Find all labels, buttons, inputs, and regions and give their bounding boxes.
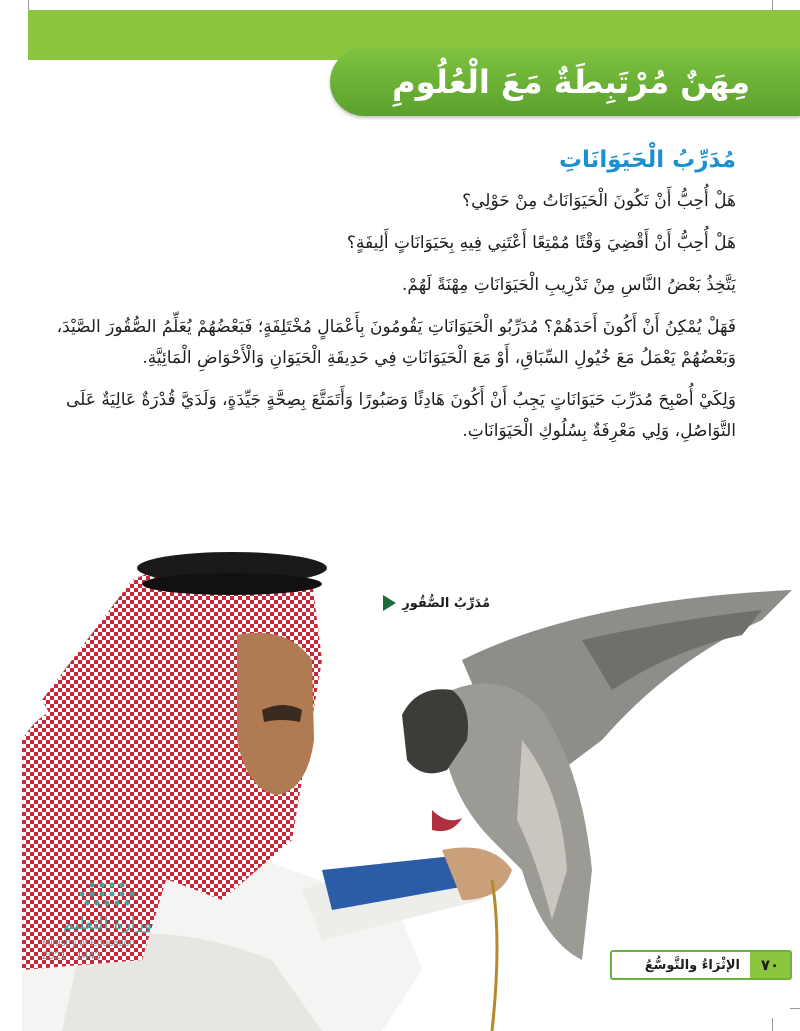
caption-arrow-icon — [383, 595, 396, 611]
paragraph: يَتَّخِذُ بَعْضُ النَّاسِ مِنْ تَدْرِيبِ الْحَيَوَانَاتِ مِهْنَةً لَهُمْ. — [402, 275, 736, 295]
ministry-logo — [42, 880, 192, 970]
article-subtitle: مُدَرِّبُ الْحَيَوَانَاتِ — [558, 147, 736, 173]
paragraph: فَهَلْ يُمْكِنُ أَنْ أَكُونَ أَحَدَهُمْ؟ مُدَرِّبُو الْحَيَوَانَاتِ يَقُومُونَ بِأَعْمَالٍ مُخْتَلِفَةٍ؛ فَبَعْضُهُمْ يُعَلِّمُ الصُّقُورَ الصَّيْدَ، وَبَعْضُهُمْ يَعْمَلُ مَعَ خُيُولِ السِّبَاقِ، أَوْ مَعَ الْحَيَوَانَاتِ فِي حَدِيقَةِ الْحَيَوَانِ وَالْأَحْوَاضِ الْمَائِيَّةِ. — [56, 317, 736, 368]
page-footer — [610, 950, 792, 980]
ministry-dots-icon — [42, 880, 152, 914]
ministry-name-ar: وزارة التعليم — [63, 914, 152, 934]
ministry-name-en: Ministry of Education — [42, 938, 135, 949]
article — [56, 138, 736, 458]
photo-caption — [370, 590, 490, 616]
paragraph: وَلِكَيْ أُصْبِحَ مُدَرِّبَ حَيَوَانَاتٍ يَجِبُ أَنْ أَكُونَ هَادِئًا وَصَبُورًا وَأَتَمَتَّعَ بِصِحَّةٍ جَيِّدَةٍ، وَلَدَيَّ قُدْرَةٌ عَالِيَةٌ عَلَى التَّوَاصُلِ، وَلِي مَعْرِفَةٌ بِسُلُوكِ الْحَيَوَانَاتِ. — [65, 390, 736, 441]
crop-mark — [772, 0, 773, 10]
footer-section-label: الإثْرَاءُ والتَّوسُّعُ — [644, 957, 740, 973]
ministry-year: 2021 - 1443 — [42, 950, 101, 962]
caption-text: مُدَرِّبُ الصُّقُورِ — [402, 595, 490, 611]
page-title: مِهَنٌ مُرْتَبِطَةٌ مَعَ الْعُلُومِ — [392, 63, 750, 101]
paragraph: هَلْ أُحِبُّ أَنْ أَقْضِيَ وَقْتًا مُمْتِعًا أَعْتَنِي فِيهِ بِحَيَوَانَاتٍ أَلِيفَةٍ؟ — [346, 233, 736, 253]
crop-mark — [28, 0, 29, 10]
page-number: ٧٠ — [750, 952, 790, 978]
paragraph: هَلْ أُحِبُّ أَنْ تَكُونَ الْحَيَوَانَاتُ مِنْ حَوْلِي؟ — [462, 191, 736, 211]
